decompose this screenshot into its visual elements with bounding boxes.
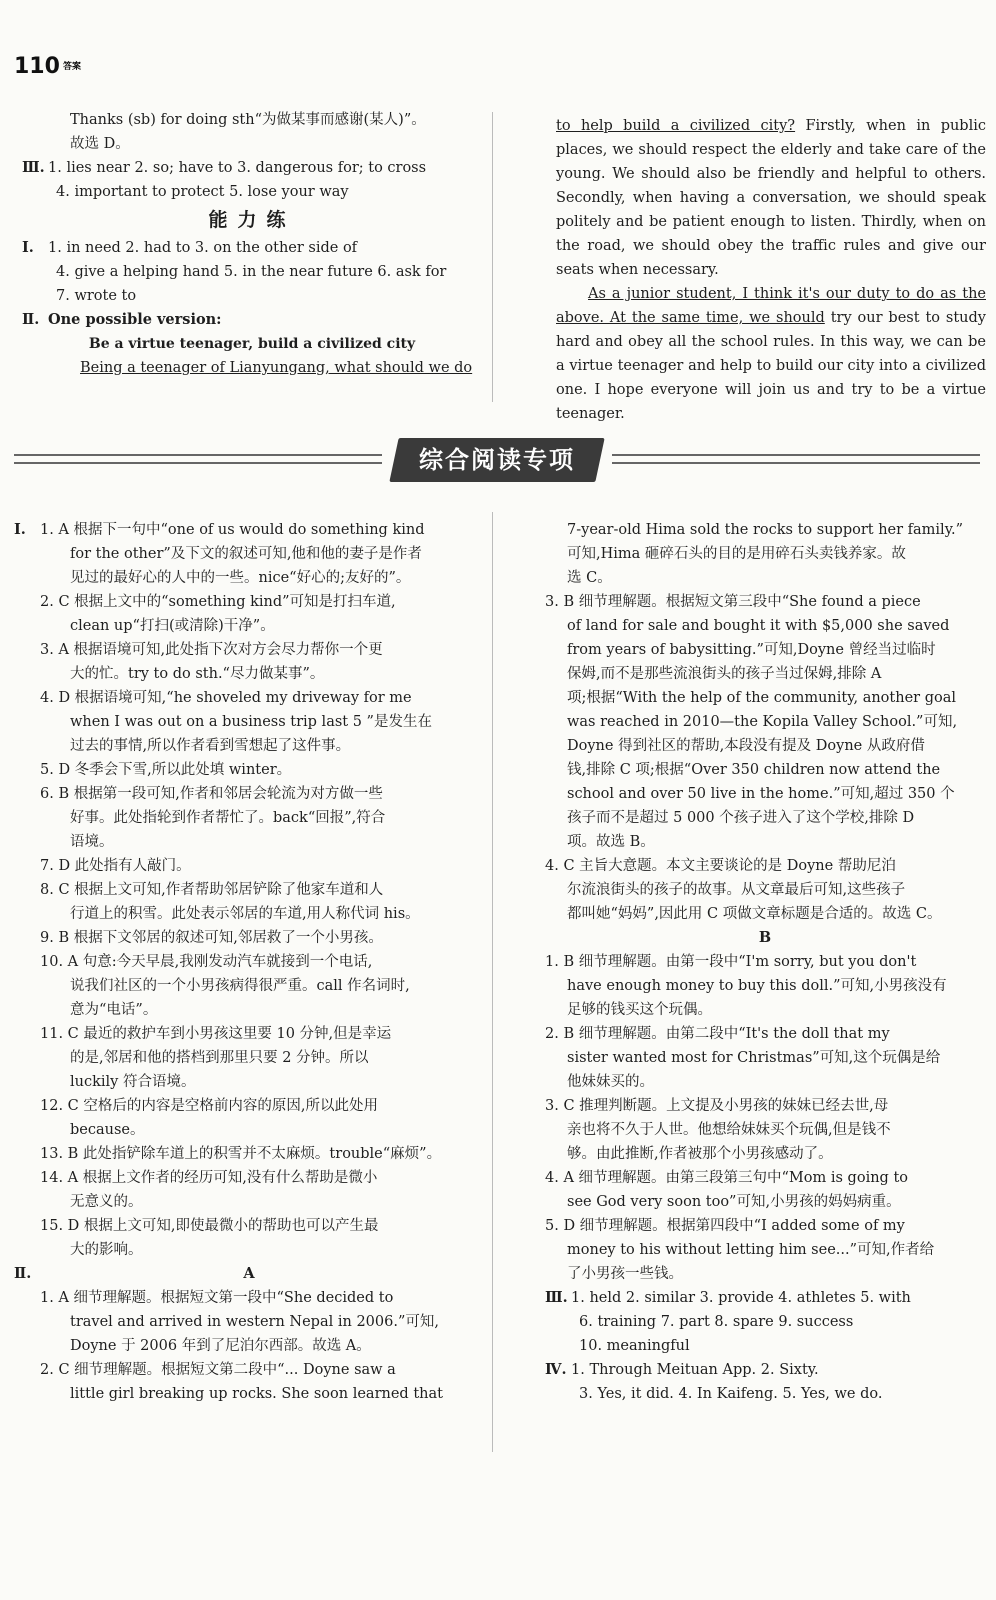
answer-line: 他妹妹买的。 [567,1074,654,1090]
roman-numeral: Ⅰ. [22,239,34,256]
answer-line: 2. C 根据上文中的“something kind”可知是打扫车道, [40,594,396,610]
text-line: 故选 D。 [70,136,130,152]
answer-line: 11. C 最近的救护车到小男孩这里要 10 分钟,但是幸运 [40,1026,392,1042]
roman-numeral: Ⅲ. [545,1289,568,1306]
answer-line: school and over 50 live in the home.”可知,超过 350 个 [567,786,955,802]
bottom-right-column [545,518,985,1406]
answer-line: 行道上的积雪。此处表示邻居的车道,用人称代词 his。 [70,906,420,922]
passage-letter: B [758,929,772,946]
answer-line: 5. D 冬季会下雪,所以此处填 winter。 [40,762,292,778]
text-line: 10. meaningful [579,1338,690,1354]
section-I-line: Ⅰ. 1. in need 2. had to 3. on the other side of [22,236,482,260]
answer-list [14,542,484,1262]
essay-paragraph-2: As a junior student, I think it's our duty to do as the above. At the same time, we should try our best to study hard and obey all the school rules. In this way, we can be a virtue teenager and help to build our city into a civilized one. I hope everyone will join us and try to be a virtue teenager. [556,286,986,422]
answer-line: 好事。此处指轮到作者帮忙了。back“回报”,符合 [70,810,386,826]
roman-numeral: Ⅳ. [545,1361,567,1378]
answer-line: 见过的最好心的人中的一些。nice“好心的;友好的”。 [70,570,411,586]
roman-numeral: Ⅲ. [22,159,45,176]
answer-list [545,518,985,926]
answer-line: 选 C。 [567,570,612,586]
text-line: 7. wrote to [56,288,137,304]
answer-line: 12. C 空格后的内容是空格前内容的原因,所以此处用 [40,1098,378,1114]
answer-line: 大的忙。try to do sth.“尽力做某事”。 [70,666,325,682]
section-banner [14,432,980,490]
answer-line: 尔流浪街头的孩子的故事。从文章最后可知,这些孩子 [567,882,906,898]
answer-line: for the other”及下文的叙述可知,他和他的妻子是作者 [70,546,422,562]
text-line: 3. Yes, it did. 4. In Kaifeng. 5. Yes, we do. [579,1386,883,1402]
answer-line: 5. D 细节理解题。根据第四段中“I added some of my [545,1218,905,1234]
answer-line: 意为“电话”。 [70,1002,158,1018]
answer-line: 13. B 此处指铲除车道上的积雪并不太麻烦。trouble“麻烦”。 [40,1146,442,1162]
answer-line: 9. B 根据下文邻居的叙述可知,邻居救了一个小男孩。 [40,930,383,946]
answer-line: 了小男孩一些钱。 [567,1266,683,1282]
answer-line: sister wanted most for Christmas”可知,这个玩偶是给 [567,1050,941,1066]
answer-line: 过去的事情,所以作者看到雪想起了这件事。 [70,738,351,754]
column-divider [492,112,493,402]
answer-line: 15. D 根据上文可知,即使最微小的帮助也可以产生最 [40,1218,379,1234]
banner-rule-left [14,454,382,464]
answer-line: have enough money to buy this doll.”可知,小男孩没有 [567,978,947,994]
answer-line: 6. B 根据第一段可知,作者和邻居会轮流为对方做一些 [40,786,383,802]
answer-line: was reached in 2010—the Kopila Valley School.”可知, [567,714,958,730]
answer-list [14,1286,484,1406]
answer-line: 4. A 细节理解题。由第三段第三句中“Mom is going to [545,1170,908,1186]
answer-line: from years of babysitting.”可知,Doyne 曾经当过临时 [567,642,936,658]
top-left-column [22,108,482,380]
answer-line: clean up“打扫(或清除)干净”。 [70,618,275,634]
answer-line: 14. A 根据上文作者的经历可知,没有什么帮助是微小 [40,1170,378,1186]
answer-line: 1. A 细节理解题。根据短文第一段中“She decided to [40,1290,394,1306]
answer-line: 2. C 细节理解题。根据短文第二段中“... Doyne saw a [40,1362,396,1378]
passage-letter: A [243,1265,255,1282]
answer-line: 可知,Hima 砸碎石头的目的是用碎石头卖钱养家。故 [567,546,906,562]
answer-line: 都叫她“妈妈”,因此用 C 项做文章标题是合适的。故选 C。 [567,906,942,922]
banner-rule-right [612,454,980,464]
answer-line: little girl breaking up rocks. She soon learned that [70,1386,443,1402]
column-divider [492,512,493,1452]
answer-line: because。 [70,1122,145,1138]
answer-line: 7. D 此处指有人敲门。 [40,858,191,874]
section-III-line: Ⅲ. 1. lies near 2. so; have to 3. dangerous for; to cross [22,156,482,180]
answer-line: 无意义的。 [70,1194,143,1210]
essay-line: Being a teenager of Lianyungang, what should we do [80,360,473,376]
answer-line: 3. B 细节理解题。根据短文第三段中“She found a piece [545,594,921,610]
essay-paragraph-1: to help build a civilized city? Firstly, when in public places, we should respect the elderly and take care of the young. We should also be friendly and helpful to others. Secondly, when having a conversation, we should speak politely and be patient enough to listen. Thirdly, when on the road, we should obey the traffic rules and give our seats when necessary. [556,118,986,278]
answer-line: luckily 符合语境。 [70,1074,196,1090]
text-line: Thanks (sb) for doing sth“为做某事而感谢(某人)”。 [70,112,426,128]
answer-line: 7-year-old Hima sold the rocks to support her family.” [567,522,963,538]
answer-line: travel and arrived in western Nepal in 2006.”可知, [70,1314,439,1330]
text-line: 4. important to protect 5. lose your way [56,184,349,200]
answer-line: 2. B 细节理解题。由第二段中“It's the doll that my [545,1026,890,1042]
answer-line: money to his without letting him see...”可知,作者给 [567,1242,935,1258]
section-II-line: Ⅱ. One possible version: [22,308,482,332]
answer-line: 亲也将不久于人世。他想给妹妹买个玩偶,但是钱不 [567,1122,891,1138]
banner-title: 综合阅读专项 [419,446,575,474]
answer-line: of land for sale and bought it with $5,000 she saved [567,618,950,634]
answer-line: 钱,排除 C 项;根据“Over 350 children now attend the [567,762,941,778]
answer-line: 够。由此推断,作者被那个小男孩感动了。 [567,1146,833,1162]
answer-list [545,950,985,1286]
answer-line: 4. C 主旨大意题。本文主要谈论的是 Doyne 帮助尼泊 [545,858,896,874]
bottom-left-column [14,518,484,1406]
section-IV-line: Ⅳ. 1. Through Meituan App. 2. Sixty. [545,1358,985,1382]
answer-line: when I was out on a business trip last 5 ”是发生在 [70,714,432,730]
answer-line: 10. A 句意:今天早晨,我刚发动汽车就接到一个电话, [40,954,373,970]
answer-line: 孩子而不是超过 5 000 个孩子进入了这个学校,排除 D [567,810,915,826]
section-III-line: Ⅲ. 1. held 2. similar 3. provide 4. athletes 5. with [545,1286,985,1310]
answer-line: 保姆,而不是那些流浪街头的孩子当过保姆,排除 A [567,666,882,682]
answer-line: 说我们社区的一个小男孩病得很严重。call 作名词时, [70,978,410,994]
roman-numeral: Ⅱ. [14,1265,32,1282]
answer-line: 大的影响。 [70,1242,143,1258]
answer-line: 足够的钱买这个玩偶。 [567,1002,712,1018]
text-line: 4. give a helping hand 5. in the near future 6. ask for [56,264,447,280]
page-number: 110 $^{答案}$ [14,54,81,79]
top-right-column [556,114,986,426]
section-title: 能力练 [208,209,296,231]
answer-line: Doyne 得到社区的帮助,本段没有提及 Doyne 从政府借 [567,738,925,754]
answer-line: Doyne 于 2006 年到了尼泊尔西部。故选 A。 [70,1338,371,1354]
answer-line: 8. C 根据上文可知,作者帮助邻居铲除了他家车道和人 [40,882,384,898]
answer-line: 4. D 根据语境可知,“he shoveled my driveway for me [40,690,412,706]
roman-numeral: Ⅱ. [22,311,40,328]
answer-line: 1. B 细节理解题。由第一段中“I'm sorry, but you don't [545,954,917,970]
text-line: 6. training 7. part 8. spare 9. success [579,1314,854,1330]
answer-line: 项。故选 B。 [567,834,655,850]
essay-title: Be a virtue teenager, build a civilized city [88,336,416,352]
roman-numeral: Ⅰ. [14,521,26,538]
answer-line: see God very soon too”可知,小男孩的妈妈病重。 [567,1194,901,1210]
section-I-line: Ⅰ. 1. A 根据下一句中“one of us would do something kind [14,518,484,542]
answer-line: 3. A 根据语境可知,此处指下次对方会尽力帮你一个更 [40,642,383,658]
answer-line: 项;根据“With the help of the community, another goal [567,690,956,706]
answer-line: 的是,邻居和他的搭档到那里只要 2 分钟。所以 [70,1050,369,1066]
answer-line: 3. C 推理判断题。上文提及小男孩的妹妹已经去世,母 [545,1098,889,1114]
answer-line: 语境。 [70,834,114,850]
